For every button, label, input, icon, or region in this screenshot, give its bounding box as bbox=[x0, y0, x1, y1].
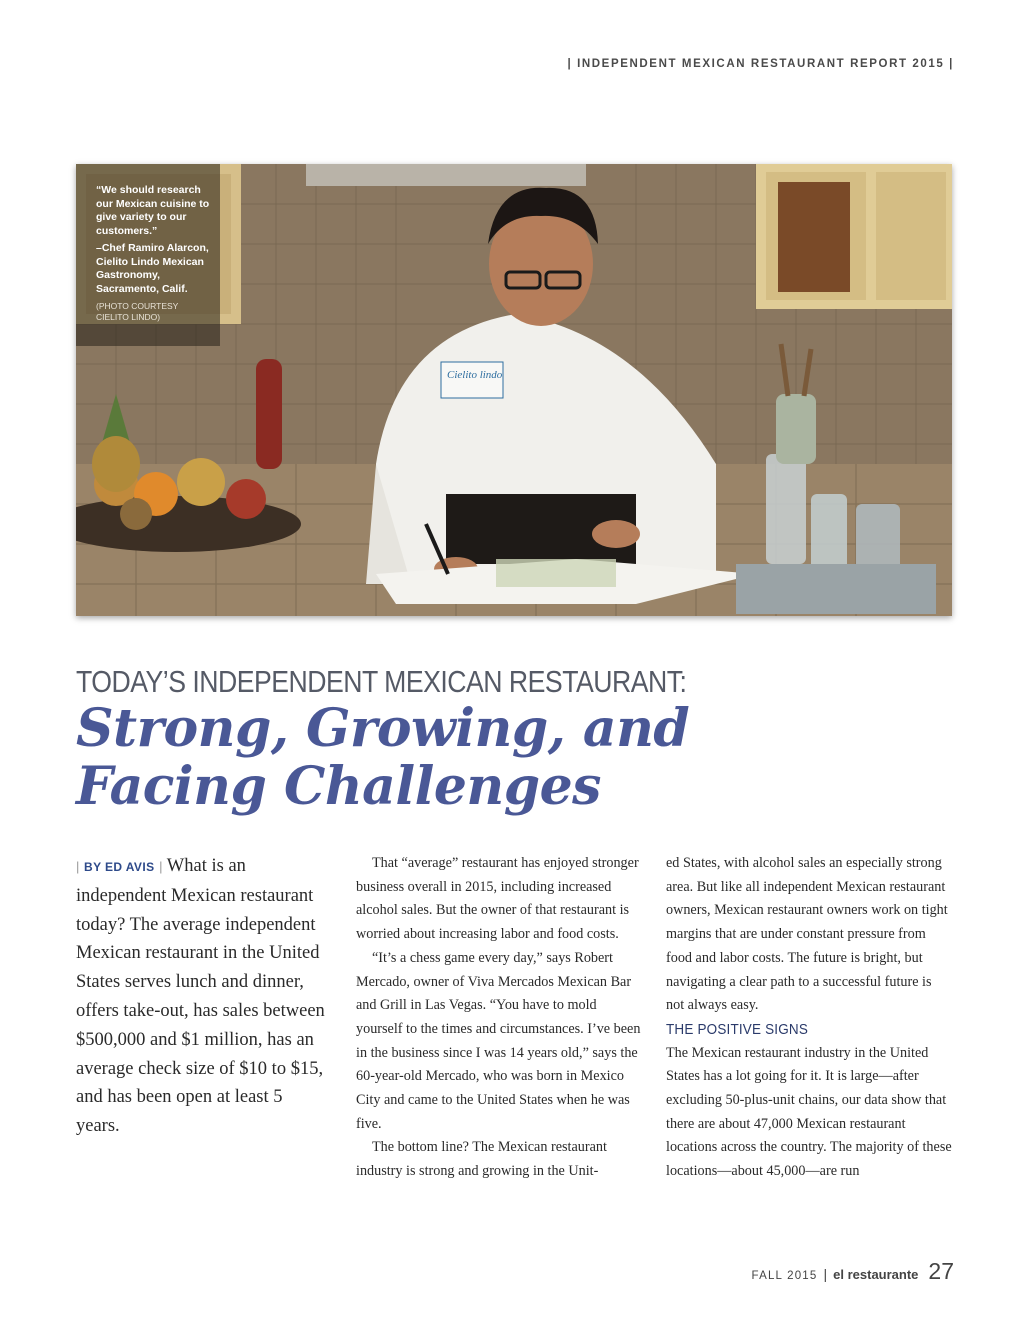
svg-text:Cielito lindo: Cielito lindo bbox=[447, 369, 503, 381]
article-headline bbox=[76, 700, 776, 816]
photo-credit: (PHOTO COURTESY CIELITO LINDO) bbox=[96, 301, 179, 322]
byline-bar-right: | bbox=[159, 859, 163, 874]
page-footer bbox=[751, 1258, 954, 1285]
section-subhead: THE POSITIVE SIGNS bbox=[666, 1020, 809, 1038]
paragraph: That “average” restaurant has enjoyed stronger business overall in 2015, including increased alcohol sales. But the owner of that restaurant is worried about increasing labor and food costs. bbox=[356, 855, 639, 943]
body-column-2 bbox=[356, 852, 642, 1184]
lead-text: What is an independent Mexican restaurant today? The average independent Mexican restaurant in the United States serves lunch and dinner, offers take-out, has sales between $500,000 and $1 million, has an average check size of $10 to $15, and has been open at least 5 years. bbox=[76, 856, 325, 1137]
footer-magazine-name: el restaurante bbox=[833, 1267, 919, 1282]
footer-divider: | bbox=[823, 1266, 828, 1282]
byline: BY ED AVIS bbox=[84, 860, 155, 874]
headline-line-1: Strong, Growing, and bbox=[76, 698, 690, 759]
paragraph: The Mexican restaurant industry in the United States has a lot going for it. It is large—after excluding 50-plus-unit chains, our data show that there are about 47,000 Mexican restaurant locations across the country. The majority of these locations—about 45,000—are run bbox=[666, 1044, 952, 1180]
article-kicker: TODAY’S INDEPENDENT MEXICAN RESTAURANT: bbox=[76, 664, 687, 699]
photo-caption bbox=[76, 164, 220, 346]
caption-quote: “We should research our Mexican cuisine to give variety to our customers.” bbox=[96, 184, 210, 237]
paragraph: ed States, with alcohol sales an especially strong area. But like all independent Mexican restaurant owners, Mexican restaurant owners work on tight margins that are under constant pressure from food and labor costs. The future is bright, but navigating a clear path to a successful future is not always easy. bbox=[666, 855, 948, 1014]
running-head: | INDEPENDENT MEXICAN RESTAURANT REPORT 2015 | bbox=[567, 58, 954, 70]
footer-season: FALL 2015 bbox=[751, 1270, 818, 1282]
paragraph: The bottom line? The Mexican restaurant industry is strong and growing in the Unit- bbox=[356, 1139, 607, 1180]
paragraph: “It’s a chess game every day,” says Robert Mercado, owner of Viva Mercados Mexican Bar and Grill in Las Vegas. “You have to mold yourself to the times and circumstances. I’ve been in the business since I was 14 years old,” says the 60-year-old Mercado, who was born in Mexico City and came to the United States when he was five. bbox=[356, 949, 641, 1132]
caption-attribution: –Chef Ramiro Alarcon, Cielito Lindo Mexican Gastronomy, Sacramento, Calif. bbox=[96, 242, 209, 295]
lead-paragraph bbox=[76, 852, 328, 1141]
body-column-3 bbox=[666, 852, 952, 1184]
headline-line-2: Facing Challenges bbox=[76, 756, 601, 817]
byline-bar-left: | bbox=[76, 859, 80, 874]
page-number: 27 bbox=[928, 1258, 954, 1284]
